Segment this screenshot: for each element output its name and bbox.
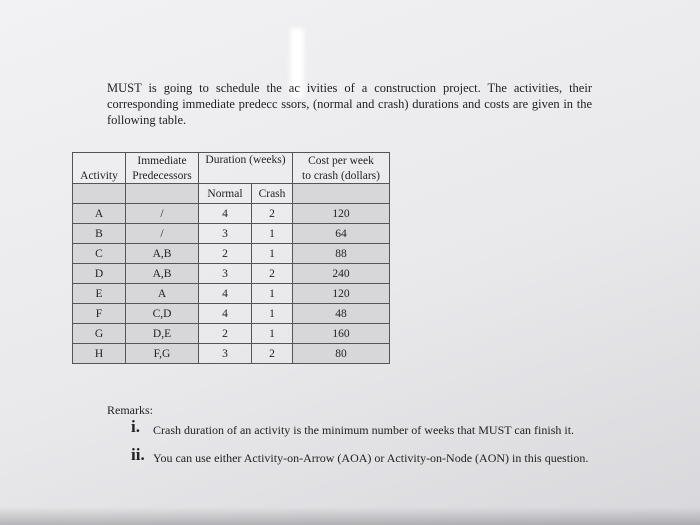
cell-crash: 1 — [252, 284, 293, 304]
cell-normal: 2 — [199, 324, 252, 344]
cell-normal: 2 — [199, 244, 252, 264]
cell-predecessors: / — [126, 204, 199, 224]
table-header-row — [73, 153, 390, 169]
intro-paragraph: MUST is going to schedule the ac ivities of a construction project. The activities, their corresponding immediate predecc ssors, (normal and crash) durations and costs are given in the following table. — [107, 81, 592, 127]
cell-activity: F — [73, 304, 126, 324]
header-cost-top: Cost per week — [293, 153, 390, 169]
cell-cost: 240 — [293, 264, 390, 284]
subheader-blank — [293, 184, 390, 204]
remark-item — [131, 417, 597, 438]
cell-predecessors: F,G — [126, 344, 199, 364]
subheader-blank — [73, 184, 126, 204]
activity-table — [72, 152, 390, 364]
remark-text: You can use either Activity-on-Arrow (AOA) or Activity-on-Node (AON) in this question. — [153, 451, 589, 465]
cell-predecessors: / — [126, 224, 199, 244]
header-activity: Activity — [73, 153, 126, 184]
remark-item — [131, 445, 597, 466]
subheader-blank — [126, 184, 199, 204]
remark-number: i. — [131, 417, 140, 436]
cell-predecessors: A,B — [126, 264, 199, 284]
header-normal: Normal — [199, 184, 252, 204]
cell-crash: 1 — [252, 304, 293, 324]
cell-activity: G — [73, 324, 126, 344]
cell-crash: 2 — [252, 344, 293, 364]
remark-text: Crash duration of an activity is the minimum number of weeks that MUST can finish it. — [153, 423, 575, 437]
cell-activity: H — [73, 344, 126, 364]
cell-activity: B — [73, 224, 126, 244]
table-row — [73, 244, 390, 264]
table-row — [73, 344, 390, 364]
table-row — [73, 224, 390, 244]
table-row — [73, 324, 390, 344]
cell-cost: 120 — [293, 284, 390, 304]
cell-activity: E — [73, 284, 126, 304]
cell-normal: 3 — [199, 224, 252, 244]
table-row — [73, 264, 390, 284]
cell-normal: 3 — [199, 264, 252, 284]
cell-crash: 2 — [252, 204, 293, 224]
cell-predecessors: C,D — [126, 304, 199, 324]
cell-cost: 160 — [293, 324, 390, 344]
cell-crash: 2 — [252, 264, 293, 284]
table-row — [73, 204, 390, 224]
screen-edge-shadow — [0, 507, 700, 525]
header-crash: Crash — [252, 184, 293, 204]
cell-normal: 4 — [199, 284, 252, 304]
table-row — [73, 304, 390, 324]
cell-activity: D — [73, 264, 126, 284]
cell-cost: 88 — [293, 244, 390, 264]
cell-activity: C — [73, 244, 126, 264]
cell-normal: 3 — [199, 344, 252, 364]
cell-crash: 1 — [252, 224, 293, 244]
table-subheader-row — [73, 184, 390, 204]
cell-cost: 64 — [293, 224, 390, 244]
remark-number: ii. — [131, 445, 145, 464]
cell-cost: 48 — [293, 304, 390, 324]
header-predecessors-bottom: Predecessors — [126, 168, 199, 184]
table-row — [73, 284, 390, 304]
remarks-title: Remarks: — [107, 403, 153, 417]
header-cost-bottom: to crash (dollars) — [293, 168, 390, 184]
cell-predecessors: D,E — [126, 324, 199, 344]
cell-normal: 4 — [199, 304, 252, 324]
cell-predecessors: A,B — [126, 244, 199, 264]
header-duration: Duration (weeks) — [199, 153, 293, 184]
cell-activity: A — [73, 204, 126, 224]
remarks-section — [107, 402, 597, 466]
cell-crash: 1 — [252, 324, 293, 344]
table-body — [73, 204, 390, 364]
cell-cost: 80 — [293, 344, 390, 364]
cell-crash: 1 — [252, 244, 293, 264]
cell-predecessors: A — [126, 284, 199, 304]
cell-normal: 4 — [199, 204, 252, 224]
header-predecessors-top: Immediate — [126, 153, 199, 169]
cell-cost: 120 — [293, 204, 390, 224]
